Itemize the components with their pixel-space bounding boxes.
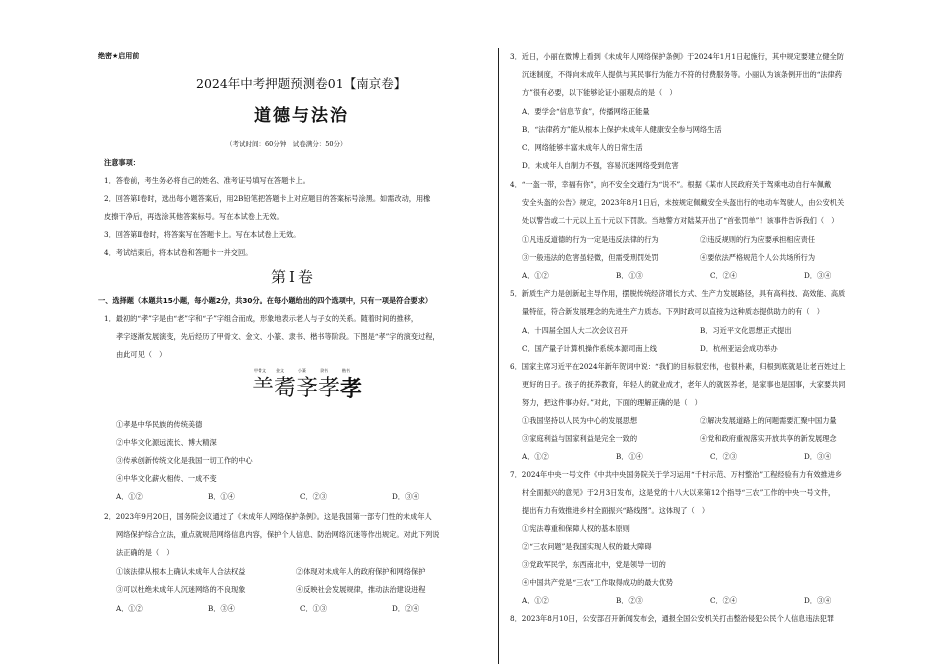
question-6-stem: 努力，把这件事办好。”对此，下面的理解正确的是（ ） bbox=[522, 398, 702, 407]
q1-choice-b: B．①④ bbox=[208, 492, 235, 501]
q4-statement: ④要依法严格规范个人公共场所行为 bbox=[700, 253, 816, 262]
note-line: 2．回答第Ⅰ卷时，选出每小题答案后，用2B铅笔把答题卡上对应题目的答案标号涂黑。如需改动，用橡 bbox=[104, 194, 431, 203]
clerical-glyph: 孝 bbox=[318, 376, 341, 401]
question-3-stem: 沉迷制度，不得向未成年人提供与其民事行为能力不符的付费服务等。小丽认为该条例开出的“法律药 bbox=[522, 70, 842, 79]
question-6-stem: 更好的日子。孩子的抚养教育，年轻人的就业成才，老年人的就医养老，是家事也是国事，大家要共同 bbox=[522, 380, 846, 389]
q1-statement: ①孝是中华民族的传统美德 bbox=[116, 420, 203, 429]
q7-choice-d: D．③④ bbox=[804, 596, 832, 605]
q2-statement: ①该法律从根本上确认未成年人合法权益 bbox=[116, 567, 246, 576]
q4-choice-a: A．①② bbox=[522, 271, 549, 280]
q1-choice-d: D．③④ bbox=[392, 492, 420, 501]
q2-choice-c: C．①③ bbox=[300, 604, 328, 613]
q5-option: C．国产量子计算机操作系统本源司南上线 bbox=[522, 344, 657, 353]
q4-statement: ③一般违法的危害虽轻微，但需受刑罚处罚 bbox=[522, 253, 659, 262]
q2-statement: ③可以杜绝未成年人沉迷网络的不良现象 bbox=[116, 585, 246, 594]
bronze-glyph: 耈 bbox=[274, 376, 297, 401]
q7-statement: ①宪法尊重和保障人权的基本原则 bbox=[522, 524, 630, 533]
q5-option: B．习近平文化思想正式提出 bbox=[700, 326, 792, 335]
q6-choice-c: C．②③ bbox=[710, 452, 738, 461]
q4-choice-d: D．③④ bbox=[804, 271, 832, 280]
column-divider bbox=[498, 48, 499, 664]
q2-choice-d: D．②④ bbox=[392, 604, 420, 613]
seal-glyph: 斈 bbox=[296, 376, 319, 401]
question-3-stem: 方”很有必要，以下能够论证小丽观点的是（ ） bbox=[522, 88, 677, 97]
question-2-stem: 2．2023年9月20日，国务院会议通过了《未成年人网络保护条例》。这是我国第一部专门性的未成年人 bbox=[104, 512, 432, 521]
note-line: 4．考试结束后，将本试卷和答题卡一并交回。 bbox=[104, 248, 253, 257]
q4-statement: ①凡违反道德的行为一定是违反法律的行为 bbox=[522, 235, 659, 244]
q2-statement: ④反映社会发展规律，推动法治建设进程 bbox=[296, 585, 426, 594]
oracle-bone-glyph: ⺷ bbox=[252, 376, 275, 401]
volume-title: 第Ⅰ卷 bbox=[271, 268, 316, 286]
q5-option: D．杭州亚运会成功举办 bbox=[700, 344, 778, 353]
note-line: 3．回答第Ⅱ卷时，将答案写在答题卡上。写在本试卷上无效。 bbox=[104, 230, 301, 239]
q6-statement: ④党和政府重视落实开放共享的新发展理念 bbox=[700, 434, 837, 443]
section-heading: 一、选择题（本题共15小题，每小题2分，共30分。在每小题给出的四个选项中，只有一项是符合要求） bbox=[98, 296, 433, 305]
exam-info: （考试时间：60分钟 试卷满分：50分） bbox=[226, 140, 347, 148]
regular-glyph: 孝 bbox=[340, 376, 363, 402]
glyph-label: 小篆 bbox=[298, 368, 306, 373]
glyph-label: 隶书 bbox=[320, 368, 328, 373]
notes-heading: 注意事项： bbox=[104, 158, 140, 167]
q6-choice-d: D．③④ bbox=[804, 452, 832, 461]
q6-choice-b: B．①④ bbox=[616, 452, 643, 461]
xiao-character-evolution-figure bbox=[254, 368, 362, 408]
q6-choice-a: A．①② bbox=[522, 452, 549, 461]
q5-option: A．十四届全国人大二次会议召开 bbox=[522, 326, 628, 335]
question-4-stem: 安全头盔的公告》规定，2023年8月1日后，未按规定佩戴安全头盔出行的电动车驾驶人，由公安机关 bbox=[522, 198, 845, 207]
q7-statement: ②“三农问题”是我国实现人权的最大障碍 bbox=[522, 542, 652, 551]
question-2-stem: 网络保护综合立法，重点就规范网络信息内容，保护个人信息、防治网络沉迷等作出规定。对此下列说 bbox=[116, 530, 440, 539]
q3-option: B．“法律药方”能从根本上保护未成年人健康安全参与网络生活 bbox=[522, 125, 722, 134]
question-7-stem: 提出有力有效推进乡村全面振兴“路线图”。这体现了（ ） bbox=[522, 506, 710, 515]
question-1-stem: 孝字逐渐发展演变，先后经历了甲骨文、金文、小篆、隶书、楷书等阶段。下图是“孝”字的演变过程， bbox=[116, 332, 440, 341]
q6-statement: ①我国坚持以人民为中心的发展思想 bbox=[522, 416, 638, 425]
q3-option: C．网络能够丰富未成年人的日常生活 bbox=[522, 143, 643, 152]
question-7-stem: 7．2024年中央一号文件《中共中央国务院关于学习运用“千村示范、万村整治”工程经验有力有效推进乡 bbox=[510, 470, 843, 479]
exam-title: 2024年中考押题预测卷01【南京卷】 bbox=[196, 76, 407, 91]
q7-choice-b: B．②③ bbox=[616, 596, 643, 605]
q7-choice-a: A．①② bbox=[522, 596, 549, 605]
q4-choice-b: B．①③ bbox=[616, 271, 643, 280]
question-8-stem: 8．2023年8月10日，公安部召开新闻发布会，通报全国公安机关打击整治侵犯公民个人信息违法犯罪 bbox=[510, 614, 835, 623]
q3-option: A．要学会“信息节食”，传播网络正能量 bbox=[522, 107, 650, 116]
question-4-stem: 4．“一盔一带，幸福有你”，向不安全交通行为“说不”。根据《某市人民政府关于驾乘电动自行车佩戴 bbox=[510, 180, 832, 189]
question-4-stem: 处以警告或二十元以上五十元以下罚款。当地警方对陆某开出了“首张罚单”！该事件告诉我们（ ） bbox=[522, 216, 839, 225]
q6-statement: ②解决发展道路上的问题需要汇聚中国力量 bbox=[700, 416, 837, 425]
question-1-stem: 1．最初的“孝”字是由“老”字和“子”字组合而成，形象地表示老人与子女的关系。随着时间的推移， bbox=[104, 314, 419, 323]
glyph-label: 甲骨文 bbox=[254, 368, 266, 373]
question-3-stem: 3．近日，小丽在微博上看到《未成年人网络保护条例》于2024年1月1日起施行，其中规定要建立健全防 bbox=[510, 52, 844, 61]
question-6-stem: 6．国家主席习近平在2024年新年贺词中说：“我们的目标很宏伟，也很朴素，归根到底就是让老百姓过上 bbox=[510, 362, 846, 371]
q7-choice-c: C．②④ bbox=[710, 596, 738, 605]
note-line: 皮擦干净后，再选涂其他答案标号。写在本试卷上无效。 bbox=[104, 212, 284, 221]
glyph-label: 楷书 bbox=[342, 368, 350, 373]
q6-statement: ③家庭利益与国家利益是完全一致的 bbox=[522, 434, 638, 443]
q2-choice-b: B．③④ bbox=[208, 604, 235, 613]
note-line: 1．答卷前，考生务必将自己的姓名、准考证号填写在答题卡上。 bbox=[104, 176, 310, 185]
question-2-stem: 法正确的是（ ） bbox=[116, 548, 174, 557]
q4-statement: ②违反规则的行为应要承担相应责任 bbox=[700, 235, 816, 244]
subject-title: 道德与法治 bbox=[254, 106, 349, 126]
q1-choice-a: A．①② bbox=[116, 492, 143, 501]
q7-statement: ③党政军民学，东西南北中，党是领导一切的 bbox=[522, 560, 666, 569]
q7-statement: ④中国共产党是“三农”工作取得成功的最大优势 bbox=[522, 578, 674, 587]
q2-choice-a: A．①② bbox=[116, 604, 143, 613]
q1-statement: ②中华文化源远流长、博大精深 bbox=[116, 438, 217, 447]
q1-statement: ③传承创新传统文化是我国一切工作的中心 bbox=[116, 456, 253, 465]
q2-statement: ②体现对未成年人的政府保护和网络保护 bbox=[296, 567, 426, 576]
q3-option: D．未成年人自制力不强，容易沉迷网络受到危害 bbox=[522, 161, 679, 170]
q4-choice-c: C．②④ bbox=[710, 271, 738, 280]
question-1-stem: 由此可见（ ） bbox=[116, 350, 167, 359]
question-5-stem: 量特征，符合新发展理念的先进生产力质态。下列时政可以直接为这种质态提供助力的有（ ） bbox=[522, 307, 824, 316]
q1-statement: ④中华文化薪火相传、一成不变 bbox=[116, 474, 217, 483]
glyph-label: 金文 bbox=[276, 368, 284, 373]
q1-choice-c: C．②③ bbox=[300, 492, 328, 501]
question-7-stem: 村全面振兴的意见》于2月3日发布，这是党的十八大以来第12个指导“三农”工作的中央一号文件， bbox=[522, 488, 836, 497]
question-5-stem: 5．新质生产力是创新起主导作用，摆脱传统经济增长方式、生产力发展路径，具有高科技、高效能、高质 bbox=[510, 289, 846, 298]
confidential-label: 绝密★启用前 bbox=[98, 52, 140, 60]
